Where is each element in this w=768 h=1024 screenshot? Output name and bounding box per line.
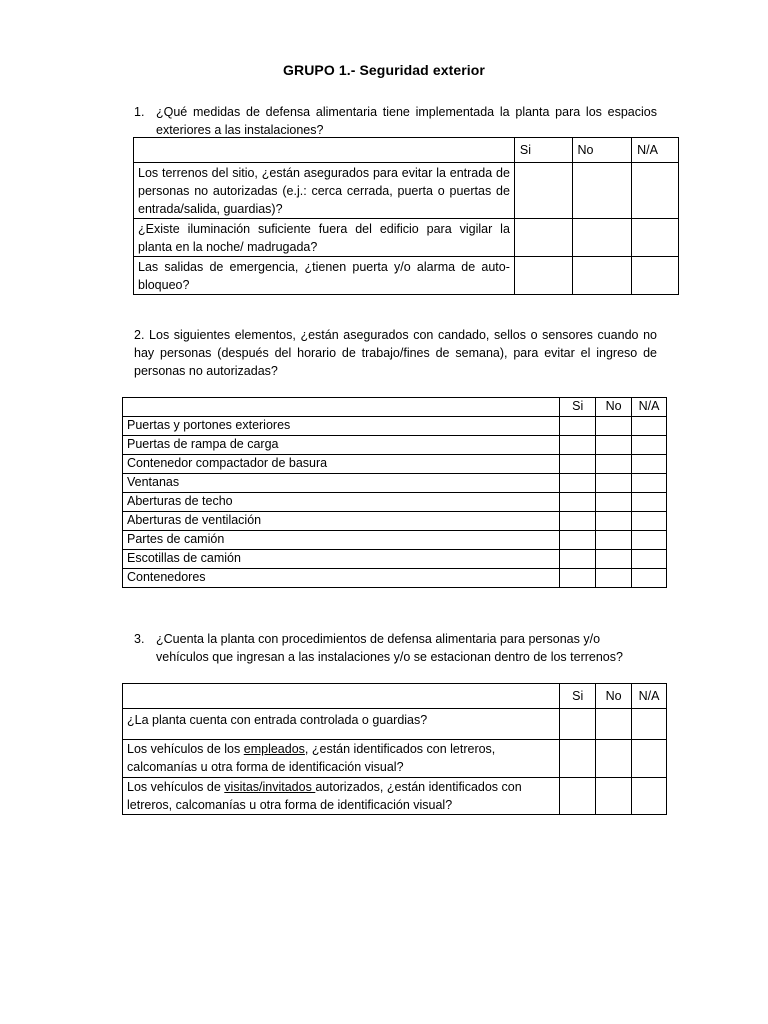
row-question <box>123 778 560 815</box>
answer-na-cell[interactable] <box>632 493 667 512</box>
answer-na-cell[interactable] <box>632 455 667 474</box>
page-title: GRUPO 1.- Seguridad exterior <box>283 62 485 78</box>
answer-si-cell[interactable] <box>560 417 596 436</box>
table-row <box>123 436 667 455</box>
question-3-table <box>122 683 667 815</box>
row-text-underlined: empleados <box>243 742 305 756</box>
table-row <box>134 257 679 295</box>
answer-na-cell[interactable] <box>632 740 667 778</box>
header-no: No <box>572 138 632 163</box>
answer-si-cell[interactable] <box>560 709 596 740</box>
header-no: No <box>596 684 632 709</box>
answer-na-cell[interactable] <box>632 417 667 436</box>
answer-si-cell[interactable] <box>560 474 596 493</box>
header-blank <box>134 138 515 163</box>
question-body: Los siguientes elementos, ¿están asegurados con candado, sellos o sensores cuando no hay personas (después del horario de trabajo/fines de semana), para evitar el ingreso de personas no autorizadas? <box>134 328 657 378</box>
answer-na-cell[interactable] <box>632 257 679 295</box>
row-item: Contenedor compactador de basura <box>123 455 560 474</box>
row-question: ¿La planta cuenta con entrada controlada o guardias? <box>123 709 560 740</box>
answer-si-cell[interactable] <box>560 740 596 778</box>
answer-no-cell[interactable] <box>572 163 632 219</box>
row-item: Escotillas de camión <box>123 550 560 569</box>
row-text-post: autorizados, ¿están identificados con letreros, calcomanías u otra forma de identificación visual? <box>127 780 522 812</box>
question-number: 1. <box>134 105 145 119</box>
row-text-pre: Los vehículos de <box>127 780 225 794</box>
answer-na-cell[interactable] <box>632 436 667 455</box>
answer-no-cell[interactable] <box>596 455 632 474</box>
row-item: Aberturas de techo <box>123 493 560 512</box>
table-header-row <box>134 138 679 163</box>
question-3 <box>134 630 644 666</box>
answer-no-cell[interactable] <box>572 219 632 257</box>
answer-si-cell[interactable] <box>514 257 572 295</box>
answer-na-cell[interactable] <box>632 569 667 588</box>
table-row <box>134 219 679 257</box>
row-item: Puertas y portones exteriores <box>123 417 560 436</box>
table-row <box>123 455 667 474</box>
row-question: ¿Existe iluminación suficiente fuera del edificio para vigilar la planta en la noche/ madrugada? <box>134 219 515 257</box>
question-1 <box>134 103 657 139</box>
answer-si-cell[interactable] <box>514 219 572 257</box>
answer-no-cell[interactable] <box>596 550 632 569</box>
header-si: Si <box>560 398 596 417</box>
row-item: Puertas de rampa de carga <box>123 436 560 455</box>
answer-no-cell[interactable] <box>596 778 632 815</box>
answer-si-cell[interactable] <box>560 550 596 569</box>
table-row <box>123 740 667 778</box>
answer-no-cell[interactable] <box>596 531 632 550</box>
table-row <box>123 569 667 588</box>
table-row <box>123 474 667 493</box>
answer-na-cell[interactable] <box>632 778 667 815</box>
answer-si-cell[interactable] <box>560 569 596 588</box>
row-text-underlined: visitas/invitados <box>224 780 316 794</box>
table-header-row <box>123 398 667 417</box>
answer-si-cell[interactable] <box>560 436 596 455</box>
header-na: N/A <box>632 138 679 163</box>
answer-si-cell[interactable] <box>560 512 596 531</box>
question-number: 3. <box>134 632 145 646</box>
table-row <box>123 512 667 531</box>
table-row <box>123 493 667 512</box>
table-row <box>123 417 667 436</box>
answer-no-cell[interactable] <box>572 257 632 295</box>
header-na: N/A <box>632 684 667 709</box>
question-2-table <box>122 397 667 588</box>
answer-no-cell[interactable] <box>596 740 632 778</box>
row-question <box>123 740 560 778</box>
answer-na-cell[interactable] <box>632 550 667 569</box>
table-row <box>123 531 667 550</box>
answer-na-cell[interactable] <box>632 709 667 740</box>
table-row <box>123 709 667 740</box>
answer-na-cell[interactable] <box>632 163 679 219</box>
header-blank <box>123 398 560 417</box>
header-si: Si <box>560 684 596 709</box>
answer-si-cell[interactable] <box>560 531 596 550</box>
answer-no-cell[interactable] <box>596 493 632 512</box>
row-text-post: , ¿están identificados con letreros, calcomanías u otra forma de identificación visual? <box>127 742 496 774</box>
answer-no-cell[interactable] <box>596 512 632 531</box>
answer-si-cell[interactable] <box>560 778 596 815</box>
answer-no-cell[interactable] <box>596 436 632 455</box>
table-row <box>134 163 679 219</box>
row-question: Las salidas de emergencia, ¿tienen puerta y/o alarma de auto-bloqueo? <box>134 257 515 295</box>
answer-no-cell[interactable] <box>596 709 632 740</box>
row-item: Partes de camión <box>123 531 560 550</box>
row-text-pre: Los vehículos de los <box>127 742 244 756</box>
question-text: ¿Qué medidas de defensa alimentaria tiene implementada la planta para los espacios exteriores a las instalaciones? <box>156 105 657 137</box>
answer-na-cell[interactable] <box>632 219 679 257</box>
header-no: No <box>596 398 632 417</box>
header-blank <box>123 684 560 709</box>
table-header-row <box>123 684 667 709</box>
row-item: Aberturas de ventilación <box>123 512 560 531</box>
answer-si-cell[interactable] <box>514 163 572 219</box>
table-row <box>123 778 667 815</box>
question-text <box>134 326 657 380</box>
answer-na-cell[interactable] <box>632 474 667 493</box>
answer-si-cell[interactable] <box>560 455 596 474</box>
answer-si-cell[interactable] <box>560 493 596 512</box>
table-row <box>123 550 667 569</box>
question-2 <box>134 326 657 380</box>
question-1-table <box>133 137 679 295</box>
question-number: 2. <box>134 328 145 342</box>
answer-no-cell[interactable] <box>596 474 632 493</box>
row-item: Contenedores <box>123 569 560 588</box>
header-na: N/A <box>632 398 667 417</box>
answer-no-cell[interactable] <box>596 417 632 436</box>
question-text: ¿Cuenta la planta con procedimientos de defensa alimentaria para personas y/o vehículos que ingresan a las instalaciones y/o se estacionan dentro de los terrenos? <box>156 632 623 664</box>
row-question: Los terrenos del sitio, ¿están asegurados para evitar la entrada de personas no autorizadas (e.j.: cerca cerrada, puerta o puertas de entrada/salida, guardias)? <box>134 163 515 219</box>
row-item: Ventanas <box>123 474 560 493</box>
answer-no-cell[interactable] <box>596 569 632 588</box>
header-si: Si <box>514 138 572 163</box>
answer-na-cell[interactable] <box>632 512 667 531</box>
answer-na-cell[interactable] <box>632 531 667 550</box>
